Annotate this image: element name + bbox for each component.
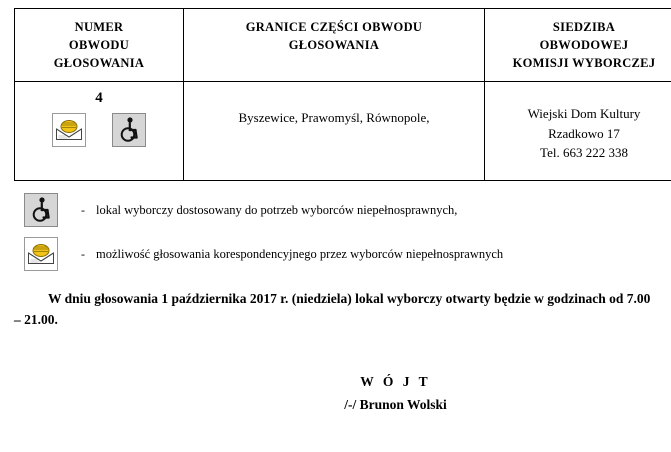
- legend: [14, 193, 657, 271]
- cell-district-number: [15, 82, 184, 181]
- envelope-ballot-icon: [24, 237, 58, 271]
- column-header-commission-seat-line2: OBWODOWEJ: [539, 38, 629, 53]
- table-row: [15, 82, 671, 181]
- wheelchair-accessibility-icon: [24, 193, 58, 227]
- column-header-commission-seat-line3: KOMISJI WYBORCZEJ: [512, 56, 656, 71]
- commission-seat-line1: Wiejski Dom Kultury: [527, 106, 641, 122]
- district-icons: [19, 113, 179, 147]
- legend-dash: -: [81, 246, 85, 261]
- commission-seat-line2: Rzadkowo 17: [548, 125, 620, 141]
- column-header-commission-seat-line1: SIEDZIBA: [552, 20, 616, 34]
- voting-hours-paragraph: [14, 289, 657, 331]
- column-header-district-number-line3: GŁOSOWANIA: [53, 56, 145, 71]
- legend-icon-wrap-accessibility: [14, 193, 70, 227]
- column-header-district-boundaries-line2: GŁOSOWANIA: [288, 38, 380, 53]
- column-header-district-number-line1: NUMER: [74, 20, 124, 34]
- legend-item-accessibility: [14, 193, 657, 227]
- column-header-commission-seat: [485, 9, 671, 82]
- column-header-district-boundaries: [184, 9, 485, 82]
- column-header-district-boundaries-line1: GRANICE CZĘŚCI OBWODU: [245, 20, 423, 34]
- signature-title: W Ó J T: [360, 374, 431, 390]
- district-boundaries-value: Byszewice, Prawomyśl, Równopole,: [238, 110, 430, 126]
- cell-commission-seat: [485, 82, 671, 181]
- commission-seat-line3: Tel. 663 222 338: [540, 145, 628, 161]
- cell-district-boundaries: [184, 82, 485, 181]
- legend-item-postal-voting: [14, 237, 657, 271]
- table-head: [15, 9, 671, 82]
- column-header-district-number-line2: OBWODU: [68, 38, 130, 53]
- envelope-ballot-icon: [52, 113, 86, 147]
- legend-text-postal-voting: możliwość głosowania korespondencyjnego przez wyborców niepełnosprawnych: [96, 246, 504, 261]
- voting-hours-line2: godzinach od 7.00 – 21.00.: [14, 291, 651, 328]
- wheelchair-accessibility-icon: [112, 113, 146, 147]
- legend-icon-wrap-postal-voting: [14, 237, 70, 271]
- legend-dash: -: [81, 202, 85, 217]
- polling-district-table: [14, 8, 671, 181]
- district-number-value: 4: [95, 90, 103, 107]
- legend-text-accessibility: lokal wyborczy dostosowany do potrzeb wyborców niepełnosprawnych,: [96, 202, 458, 217]
- column-header-district-number: [15, 9, 184, 82]
- table-header-row: [15, 9, 671, 82]
- signature-name: /-/ Brunon Wolski: [344, 397, 447, 413]
- table-body: [15, 82, 671, 181]
- voting-hours-line1: W dniu głosowania 1 października 2017 r. (niedziela) lokal wyborczy otwarty będzie w: [48, 291, 544, 307]
- signature-block: [14, 371, 657, 417]
